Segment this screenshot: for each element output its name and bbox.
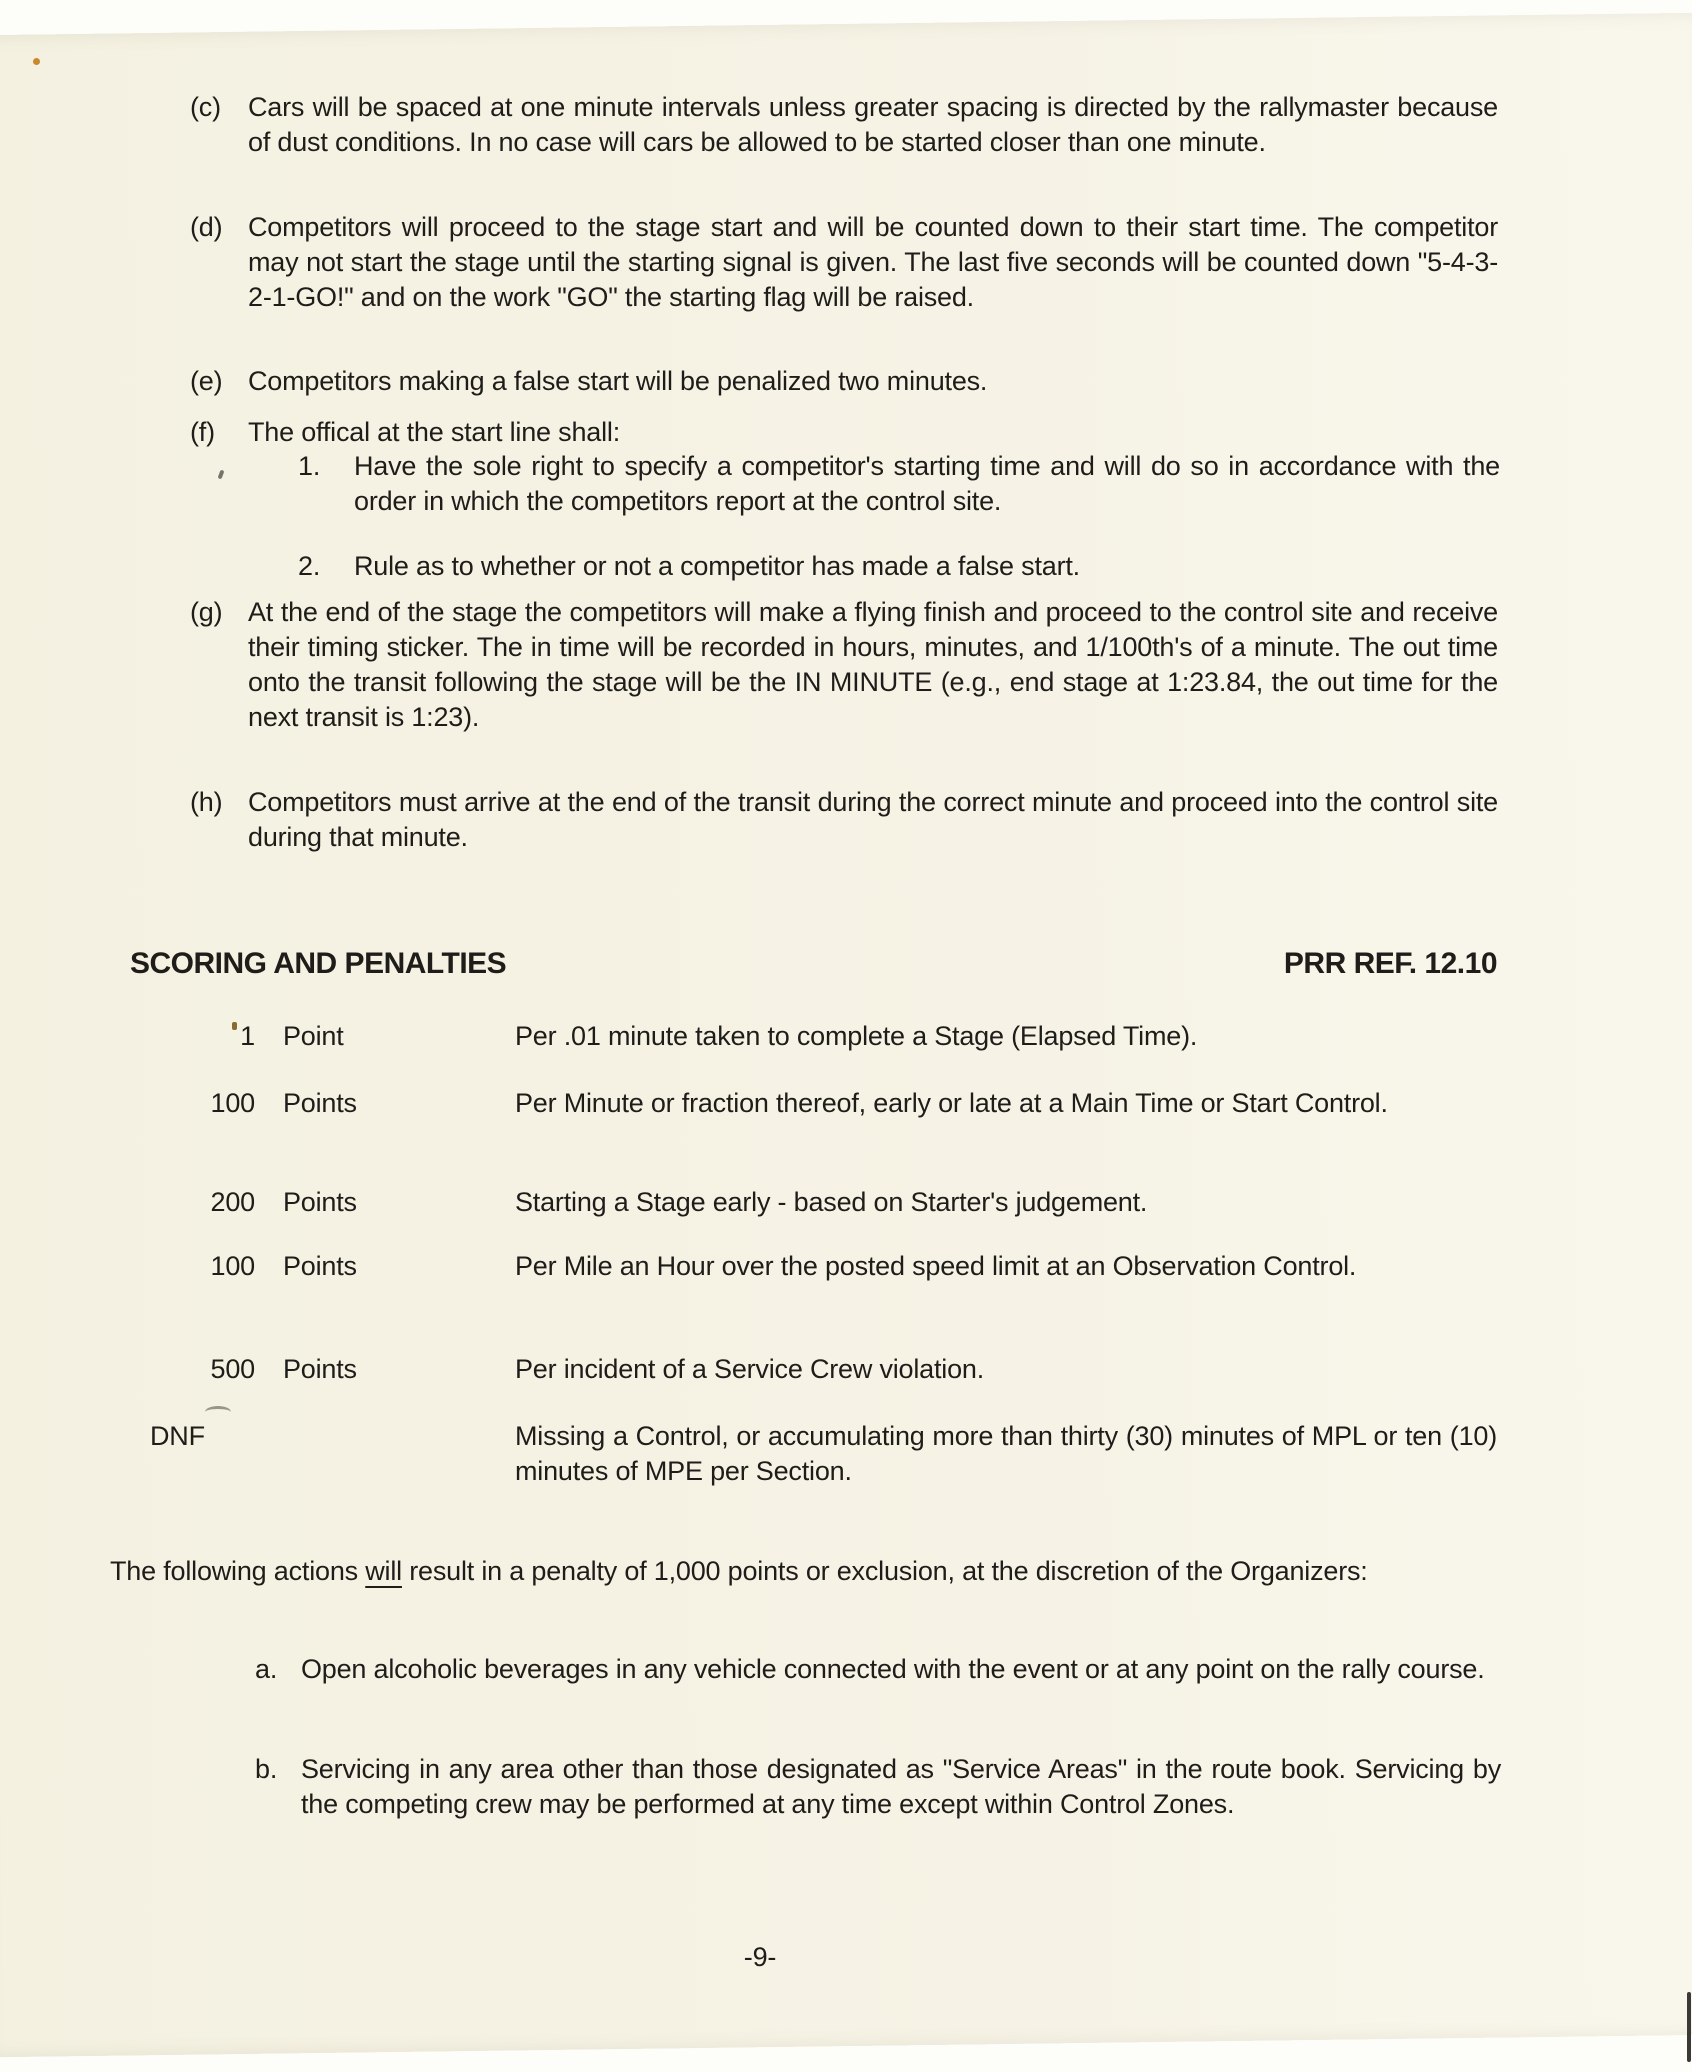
clause-text: Competitors must arrive at the end of the transit during the correct minute and proceed into the control site during that minute.: [248, 787, 1498, 852]
clause-g: [190, 595, 1502, 735]
penalty-intro: [110, 1554, 1500, 1589]
score-value: 100: [210, 1088, 255, 1118]
score-value: DNF: [150, 1421, 205, 1451]
clause-e: [190, 364, 1502, 399]
clause-h: [190, 785, 1502, 855]
score-unit: Points: [283, 1187, 357, 1217]
clause-f: [190, 415, 1502, 450]
penalty-intro-start: The following actions: [110, 1556, 366, 1586]
score-row: [150, 1086, 1500, 1121]
clause-label: (g): [190, 597, 223, 627]
clause-text: Competitors making a false start will be penalized two minutes.: [248, 366, 988, 396]
score-description: Per Mile an Hour over the posted speed limit at an Observation Control.: [515, 1251, 1357, 1281]
clause-label: (e): [190, 366, 223, 396]
penalty-item-b: [255, 1752, 1501, 1822]
score-row: [150, 1019, 1500, 1054]
score-description: Per Minute or fraction thereof, early or late at a Main Time or Start Control.: [515, 1088, 1388, 1118]
penalty-item-label: b.: [255, 1754, 278, 1784]
scoring-heading-row: [130, 946, 1497, 982]
score-row: [150, 1185, 1500, 1220]
score-unit: Points: [283, 1354, 357, 1384]
score-description: Per .01 minute taken to complete a Stage (Elapsed Time).: [515, 1021, 1198, 1051]
clause-label: (f): [190, 417, 215, 447]
clause-d: [190, 210, 1502, 315]
clause-text: Competitors will proceed to the stage start and will be counted down to their start time. The competitor may not start the stage until the starting signal is given. The last five seconds will be counted down "5-4-3-2-1-GO!" and on the work "GO" the starting flag will be raised.: [248, 212, 1498, 312]
score-unit: Points: [283, 1251, 357, 1281]
section-title: SCORING AND PENALTIES: [130, 947, 507, 980]
clause-text: Cars will be spaced at one minute intervals unless greater spacing is directed by the rallymaster because of dust conditions. In no case will cars be allowed to be started closer than one minute.: [248, 92, 1498, 157]
score-value: 100: [210, 1251, 255, 1281]
clause-text: At the end of the stage the competitors will make a flying finish and proceed to the control site and receive their timing sticker. The in time will be recorded in hours, minutes, and 1/100th's of a minute. The out time onto the transit following the stage will be the IN MINUTE (e.g., end stage at 1:23.84, the out time for the next transit is 1:23).: [248, 597, 1498, 732]
prr-reference: PRR REF. 12.10: [1283, 947, 1497, 980]
subitem-label: 1.: [298, 451, 321, 481]
score-value: 1: [240, 1021, 255, 1051]
score-value: 500: [210, 1354, 255, 1384]
subitem-text: Have the sole right to specify a competitor's starting time and will do so in accordance with the order in which the competitors report at the control site.: [354, 451, 1500, 516]
score-unit: [283, 1419, 393, 1489]
clause-c: [190, 90, 1502, 160]
penalty-item-text: Open alcoholic beverages in any vehicle connected with the event or at any point on the rally course.: [301, 1654, 1485, 1684]
score-unit: Points: [283, 1088, 357, 1118]
page-number: -9-: [743, 1942, 777, 1972]
subitem-text: Rule as to whether or not a competitor has made a false start.: [354, 551, 1080, 581]
score-row-dnf: [150, 1419, 1500, 1489]
underlined-word: will: [365, 1556, 402, 1586]
clause-label: (d): [190, 212, 223, 242]
clause-f-subitem-2: [298, 549, 1502, 584]
clause-label: (h): [190, 787, 223, 817]
subitem-label: 2.: [298, 551, 321, 581]
penalty-intro-end: result in a penalty of 1,000 points or exclusion, at the discretion of the Organizers:: [401, 1556, 1368, 1586]
clause-f-subitem-1: [298, 449, 1502, 519]
clause-label: (c): [190, 92, 221, 122]
score-description: Starting a Stage early - based on Starter's judgement.: [515, 1187, 1148, 1217]
penalty-item-a: [255, 1652, 1501, 1687]
clause-text: The offical at the start line shall:: [248, 417, 620, 447]
penalty-item-label: a.: [255, 1654, 278, 1684]
score-description: Missing a Control, or accumulating more than thirty (30) minutes of MPL or ten (10) minutes of MPE per Section.: [515, 1421, 1497, 1486]
penalty-item-text: Servicing in any area other than those designated as "Service Areas" in the route book. Servicing by the competing crew may be performed at any time except within Control Zones.: [301, 1754, 1501, 1819]
score-value: 200: [210, 1187, 255, 1217]
score-unit: Point: [283, 1021, 344, 1051]
score-row: [150, 1352, 1500, 1387]
score-row: [150, 1249, 1500, 1284]
score-description: Per incident of a Service Crew violation.: [515, 1354, 985, 1384]
